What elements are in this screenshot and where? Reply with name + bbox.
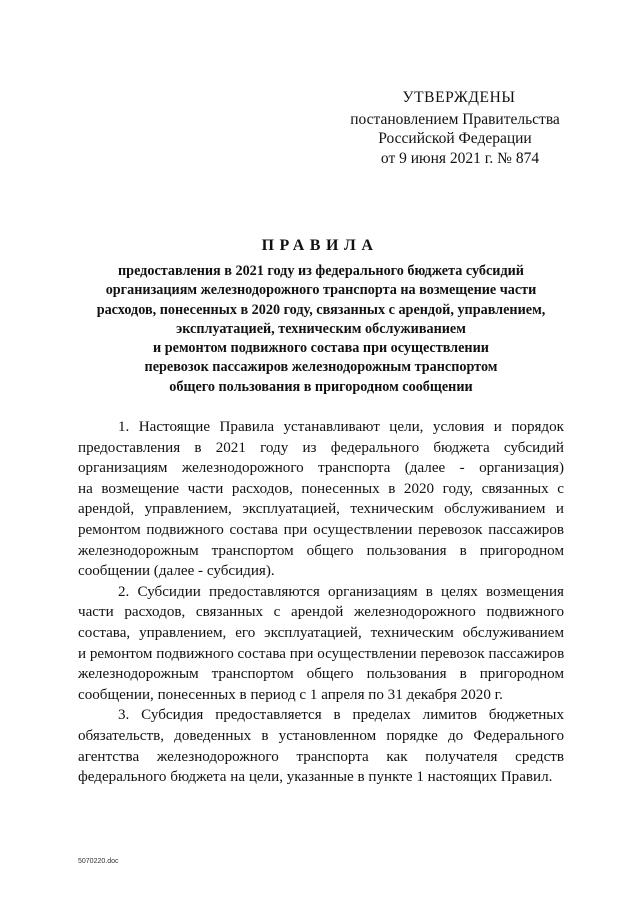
- paragraph-line: сообщении, понесенных в период с 1 апреля по 31 декабря 2020 г.: [78, 686, 503, 703]
- paragraph-line: 3. Субсидия предоставляется в пределах лимитов бюджетных: [118, 707, 564, 724]
- paragraph-3: [78, 705, 564, 787]
- paragraph-line: обязательств, доведенных в установленном порядке до Федерального: [78, 727, 564, 744]
- paragraph-line: ремонтом подвижного состава при осуществлении перевозок пассажиров: [78, 521, 564, 538]
- paragraph-line: железнодорожным транспортом общего пользования в пригородном: [78, 542, 564, 559]
- paragraph-1: [78, 417, 564, 582]
- subtitle-line: предоставления в 2021 году из федерального бюджета субсидий: [118, 263, 524, 279]
- approval-line-2: Российской Федерации: [378, 130, 532, 147]
- paragraph-line: железнодорожным транспортом общего пользования в пригородном: [78, 666, 564, 683]
- document-title: ПРАВИЛА: [261, 237, 379, 254]
- subtitle-line: расходов, понесенных в 2020 году, связанных с арендой, управлением,: [96, 301, 546, 318]
- paragraph-line: сообщении (далее - субсидия).: [78, 563, 275, 580]
- paragraph-line: агентства железнодорожного транспорта как получателя средств: [78, 748, 564, 765]
- approval-date-line: от 9 июня 2021 г. № 874: [380, 149, 540, 167]
- paragraph-line: части расходов, связанных с арендой железнодорожного подвижного: [78, 604, 564, 621]
- subtitle-line: перевозок пассажиров железнодорожным транспортом: [144, 359, 498, 376]
- paragraph-line: федерального бюджета на цели, указанные в пункте 1 настоящих Правил.: [78, 769, 553, 786]
- subtitle-line: организациям железнодорожного транспорта на возмещение части: [105, 282, 537, 299]
- paragraph-line: 2. Субсидии предоставляются организациям в целях возмещения: [118, 583, 564, 600]
- subtitle-line: эксплуатацией, техническим обслуживанием: [176, 320, 466, 337]
- paragraph-line: 1. Настоящие Правила устанавливают цели, условия и порядок: [118, 419, 564, 435]
- approval-heading: УТВЕРЖДЕНЫ: [402, 89, 516, 106]
- subtitle-line: общего пользования в пригородном сообщении: [169, 378, 473, 395]
- paragraph-line: арендой, управлением, эксплуатацией, техническим обслуживанием и: [78, 501, 564, 518]
- paragraph-line: организациям железнодорожного транспорта (далее - организация): [78, 460, 564, 477]
- approval-block: [340, 88, 570, 168]
- approval-line-1: постановлением Правительства: [350, 110, 560, 128]
- paragraph-line: и ремонтом подвижного состава при осуществлении перевозок пассажиров: [78, 645, 565, 662]
- paragraph-2: [78, 582, 564, 706]
- paragraph-line: на возмещение части расходов, понесенных в 2020 году, связанных с: [78, 480, 564, 497]
- file-code: 5070220.doc: [78, 858, 119, 865]
- paragraph-line: состава, управлением, его эксплуатацией, техническим обслуживанием: [78, 624, 564, 641]
- paragraph-line: предоставления в 2021 году из федерального бюджета субсидий: [78, 439, 564, 456]
- document-body: [78, 417, 564, 788]
- subtitle-line: и ремонтом подвижного состава при осуществлении: [153, 340, 489, 357]
- document-subtitle: [78, 262, 564, 397]
